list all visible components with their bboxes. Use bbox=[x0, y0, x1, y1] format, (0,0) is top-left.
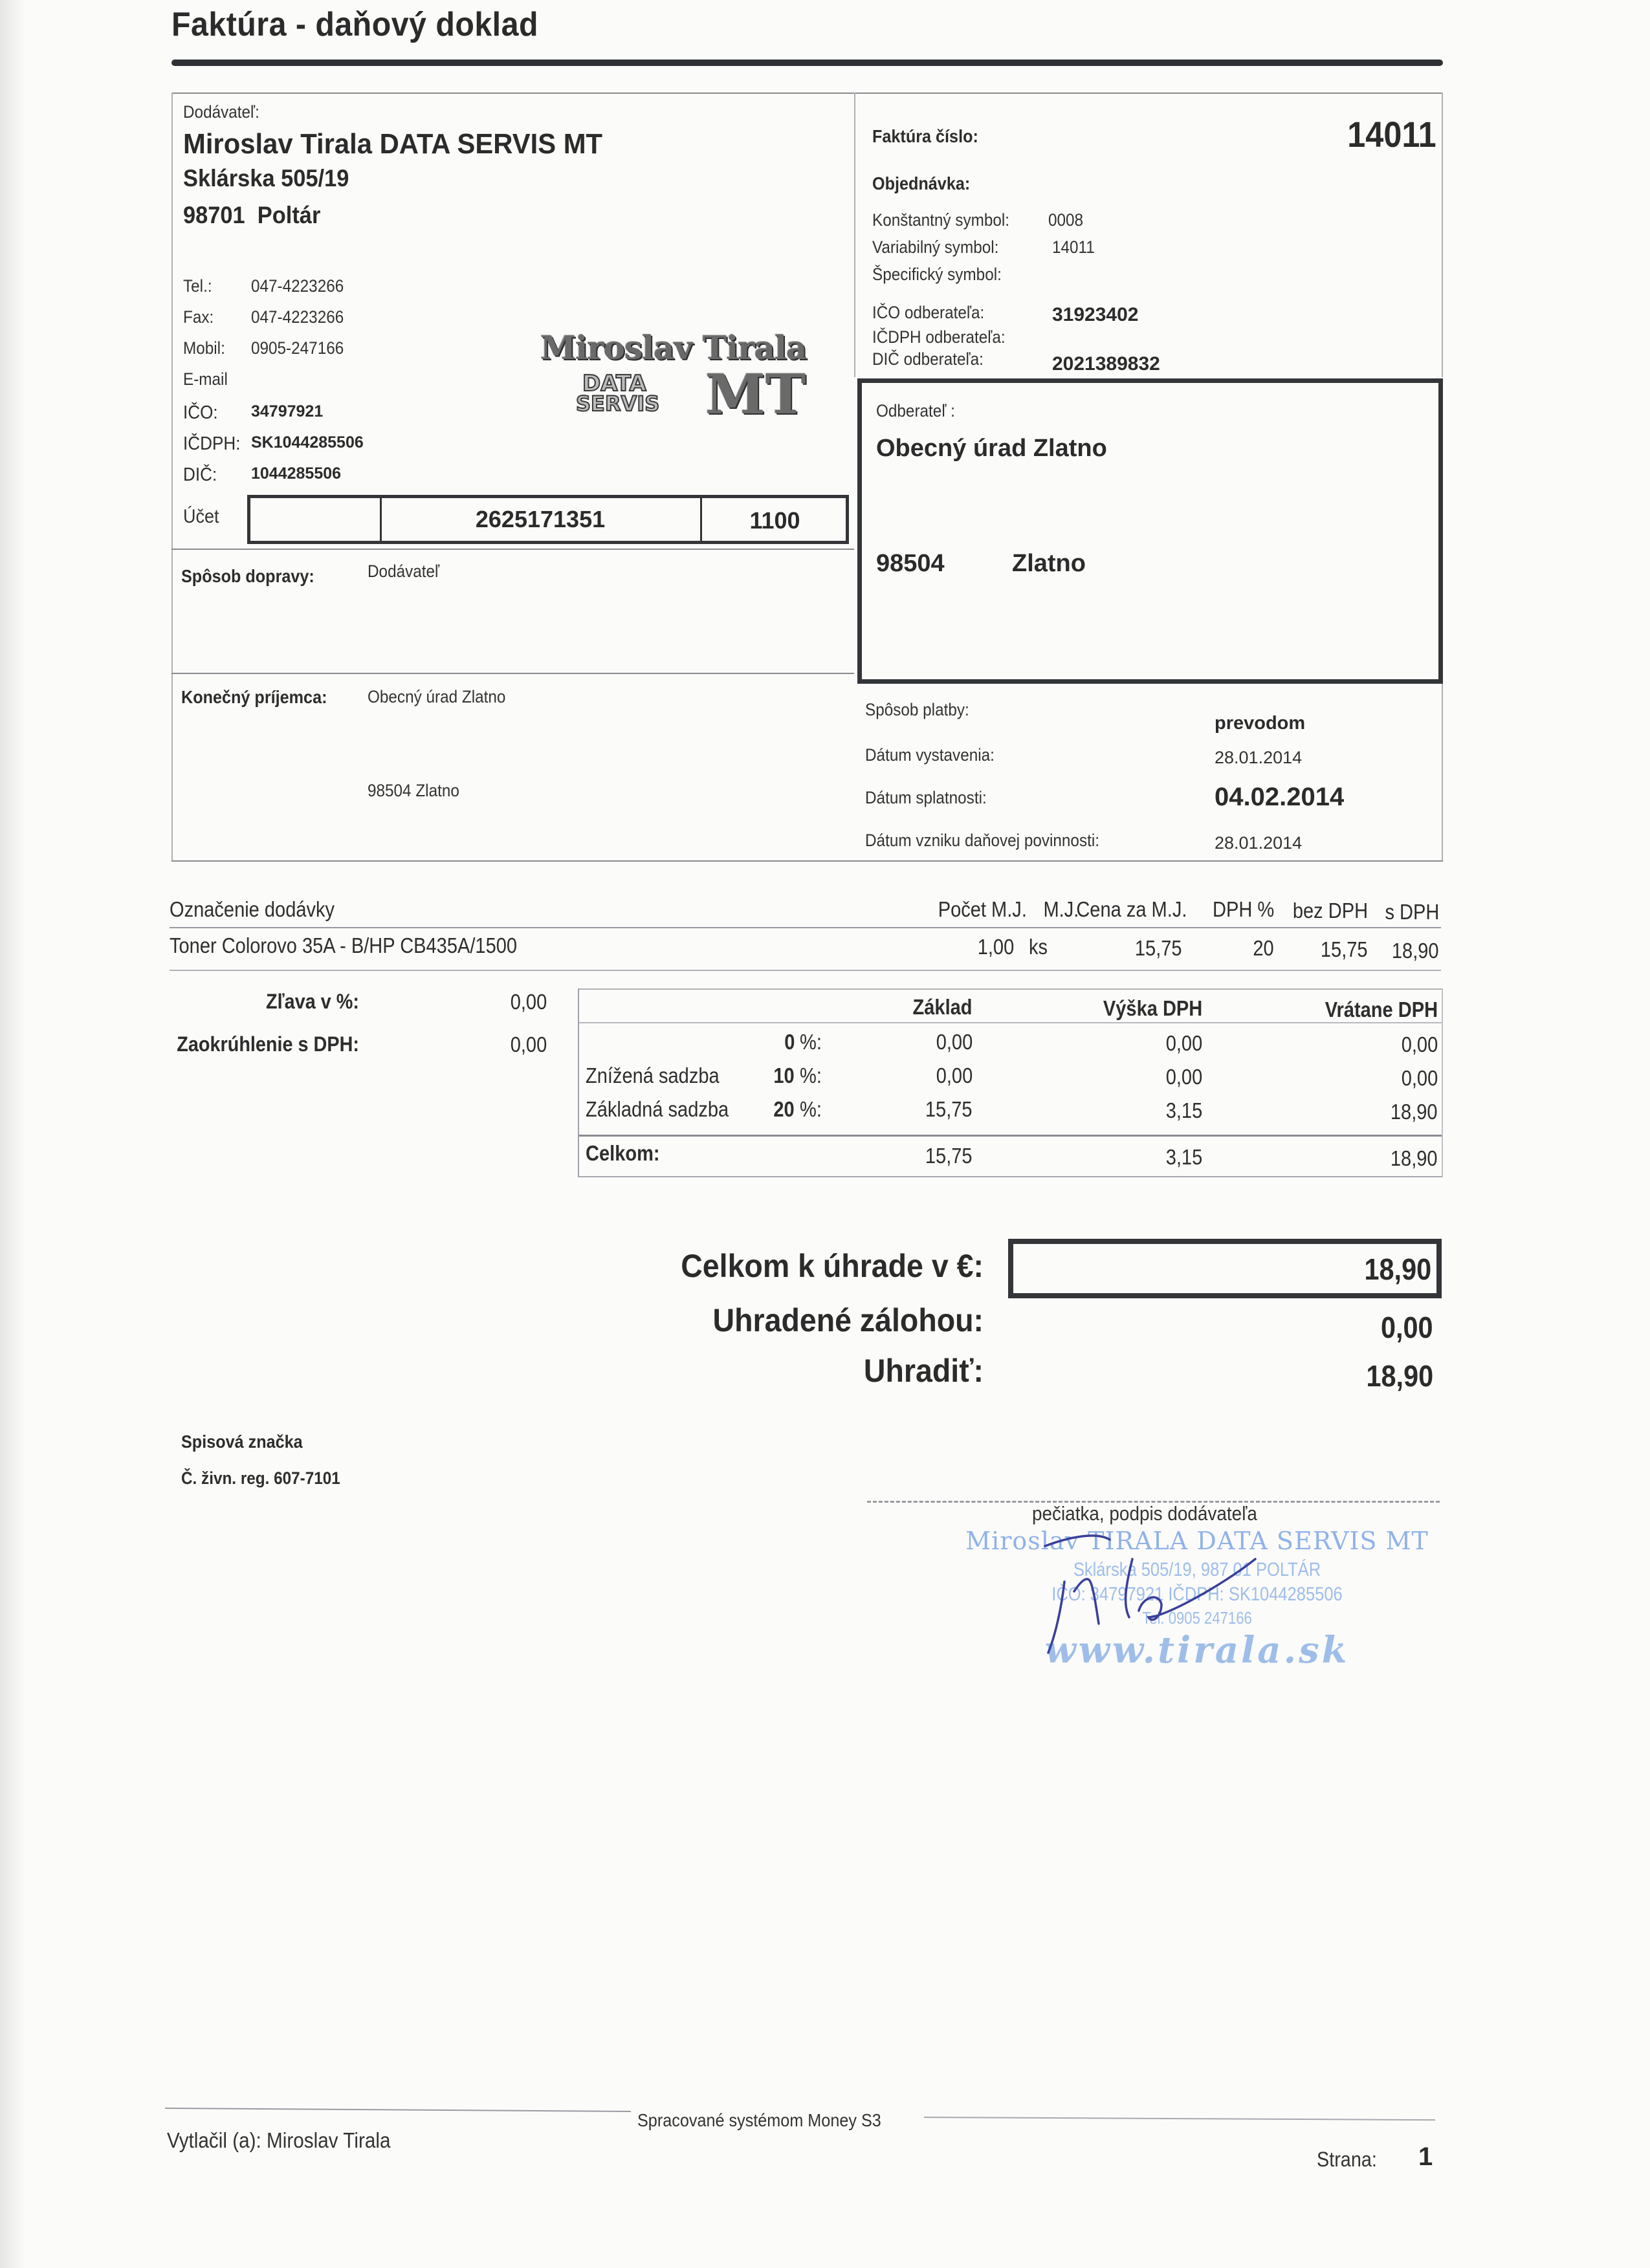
customer-id-value: 2021389832 bbox=[1052, 353, 1160, 375]
issue-date-value: 28.01.2014 bbox=[1215, 748, 1303, 767]
total-due-value: 18,90 bbox=[1364, 1252, 1431, 1286]
vat-rate-name: Základná sadzba bbox=[586, 1097, 729, 1121]
col-header-net: bez DPH bbox=[1292, 899, 1368, 922]
frame-right-line bbox=[1442, 93, 1443, 377]
vat-amount: 3,15 bbox=[1165, 1098, 1202, 1122]
vat-header-divider bbox=[579, 1022, 1442, 1023]
account-box bbox=[247, 495, 849, 544]
contact-value: 0905-247166 bbox=[251, 338, 344, 358]
final-recipient-address: 98504 Zlatno bbox=[368, 781, 459, 800]
vat-rate: 10 bbox=[773, 1063, 795, 1087]
payment-row-issue-date bbox=[865, 740, 1435, 783]
shipping-label: Spôsob dopravy: bbox=[181, 566, 314, 586]
stamp-line-3: IČO: 34797921 IČDPH: SK1044285506 bbox=[1051, 1584, 1343, 1605]
payment-method-value: prevodom bbox=[1215, 713, 1306, 734]
payment-label: Dátum splatnosti: bbox=[865, 788, 987, 807]
col-header-unit: M.J. bbox=[1043, 897, 1079, 921]
handwritten-signature-icon bbox=[951, 1520, 1443, 1675]
items-row-divider bbox=[170, 970, 1441, 971]
table-row bbox=[170, 930, 1441, 967]
amount-to-pay-label: Uhradiť: bbox=[863, 1353, 984, 1389]
adjustments bbox=[171, 990, 547, 1075]
invoice-number-label: Faktúra číslo: bbox=[872, 126, 978, 146]
supplier-street: Sklárska 505/19 bbox=[183, 165, 349, 191]
shipping-value: Dodávateľ bbox=[368, 562, 440, 581]
symbol-value: 0008 bbox=[1048, 210, 1084, 230]
customer-name: Obecný úrad Zlatno bbox=[876, 435, 1107, 462]
stamp-line-2: Sklárska 505/19, 987 01 POLTÁR bbox=[1073, 1559, 1321, 1580]
contact-value: 047-4223266 bbox=[251, 307, 344, 327]
company-stamp bbox=[951, 1520, 1443, 1675]
vat-top-line bbox=[579, 988, 1442, 990]
company-logo bbox=[540, 329, 851, 439]
stamp-website: www.tirala.sk bbox=[1044, 1629, 1350, 1672]
vat-total-divider bbox=[579, 1135, 1442, 1137]
contact-label: Tel.: bbox=[183, 276, 212, 296]
vat-base: 0,00 bbox=[936, 1063, 973, 1087]
id-value: 34797921 bbox=[251, 402, 324, 420]
payment-row-due-date bbox=[865, 783, 1435, 825]
col-header-gross: s DPH bbox=[1385, 900, 1439, 924]
scan-edge-shadow bbox=[0, 0, 26, 2268]
id-label: IČO: bbox=[183, 402, 218, 423]
customer-box bbox=[857, 378, 1443, 684]
vat-pct-sign: %: bbox=[800, 1030, 822, 1054]
supplier-city-line bbox=[183, 202, 320, 229]
vat-total: 0,00 bbox=[1401, 1032, 1438, 1056]
item-unit-price: 15,75 bbox=[1135, 936, 1182, 960]
due-date-value: 04.02.2014 bbox=[1215, 783, 1345, 811]
account-label: Účet bbox=[183, 506, 219, 527]
vat-summary-table bbox=[578, 988, 1443, 1177]
vat-row-20 bbox=[579, 1093, 1442, 1127]
tax-date-value: 28.01.2014 bbox=[1215, 833, 1303, 853]
advance-paid-value: 0,00 bbox=[1381, 1311, 1433, 1344]
stamp-line-4: Tel. 0905 247166 bbox=[1142, 1608, 1252, 1628]
vat-row-0 bbox=[579, 1026, 1442, 1060]
customer-city: Zlatno bbox=[1012, 550, 1086, 577]
advance-paid-label: Uhradené zálohou: bbox=[712, 1302, 984, 1338]
final-recipient-name: Obecný úrad Zlatno bbox=[368, 687, 506, 706]
vat-rate: 0 bbox=[784, 1030, 795, 1054]
contact-label: Mobil: bbox=[183, 338, 225, 358]
id-label: DIČ: bbox=[183, 464, 217, 485]
frame-top-line bbox=[171, 93, 1443, 94]
software-credit: Spracované systémom Money S3 bbox=[637, 2110, 881, 2130]
vat-total-vat: 3,15 bbox=[1165, 1145, 1202, 1169]
footer-line-left bbox=[165, 2108, 631, 2112]
vat-amount: 0,00 bbox=[1165, 1065, 1202, 1089]
customer-zip: 98504 bbox=[876, 550, 945, 577]
vat-total-label: Celkom: bbox=[586, 1141, 660, 1165]
vat-rate: 20 bbox=[773, 1097, 795, 1121]
vat-rate-name: Znížená sadzba bbox=[586, 1063, 720, 1087]
col-header-description: Označenie dodávky bbox=[170, 897, 335, 921]
discount-value: 0,00 bbox=[510, 990, 547, 1014]
item-gross: 18,90 bbox=[1392, 939, 1439, 963]
items-header-divider bbox=[170, 927, 1441, 928]
id-value: 1044285506 bbox=[251, 464, 342, 483]
shipping-divider bbox=[171, 549, 854, 550]
payment-row-method bbox=[865, 700, 1435, 740]
symbol-value: 14011 bbox=[1052, 237, 1095, 257]
customer-id-label: IČDPH odberateľa: bbox=[872, 327, 1006, 347]
vat-pct-sign: %: bbox=[800, 1097, 822, 1121]
logo-name: Miroslav Tirala bbox=[540, 329, 807, 367]
vat-header-row bbox=[579, 992, 1442, 1022]
vat-header-vat: Výška DPH bbox=[1103, 996, 1202, 1020]
signature-label: pečiatka, podpis dodávateľa bbox=[1032, 1502, 1257, 1525]
item-description: Toner Colorovo 35A - B/HP CB435A/1500 bbox=[170, 933, 518, 957]
customer-id-label: DIČ odberateľa: bbox=[872, 349, 984, 369]
item-qty: 1,00 bbox=[977, 935, 1014, 959]
id-value: SK1044285506 bbox=[251, 433, 364, 452]
vat-bottom-line bbox=[579, 1176, 1442, 1177]
total-due-label: Celkom k úhrade v €: bbox=[681, 1248, 984, 1284]
item-net: 15,75 bbox=[1321, 937, 1368, 961]
page-number: 1 bbox=[1418, 2143, 1433, 2171]
rounding-label: Zaokrúhlenie s DPH: bbox=[177, 1032, 359, 1056]
symbol-label: Konštantný symbol: bbox=[872, 210, 1010, 230]
document-title: Faktúra - daňový doklad bbox=[171, 6, 538, 43]
vat-total: 0,00 bbox=[1401, 1066, 1438, 1090]
symbol-label: Špecifický symbol: bbox=[872, 265, 1002, 284]
items-header-row bbox=[170, 896, 1441, 927]
discount-label: Zľava v %: bbox=[266, 990, 359, 1013]
vat-header-base: Základ bbox=[912, 995, 973, 1019]
col-header-unit-price: Cena za M.J. bbox=[1075, 897, 1187, 921]
vat-total: 18,90 bbox=[1391, 1100, 1438, 1124]
items-table bbox=[170, 896, 1441, 974]
vat-total-base: 15,75 bbox=[925, 1144, 973, 1168]
stamp-line-1: Miroslav TIRALA DATA SERVIS MT bbox=[965, 1527, 1429, 1555]
vat-amount: 0,00 bbox=[1165, 1031, 1202, 1055]
vat-base: 15,75 bbox=[925, 1097, 973, 1121]
trade-register-number: Č. živn. reg. 607-7101 bbox=[181, 1468, 340, 1488]
frame-left-line bbox=[171, 93, 173, 860]
contact-label: E-mail bbox=[183, 369, 228, 389]
customer-label: Odberateľ : bbox=[876, 401, 955, 420]
supplier-zip: 98701 bbox=[183, 202, 245, 228]
contact-value: 047-4223266 bbox=[251, 276, 344, 296]
title-rule bbox=[171, 60, 1443, 66]
page-label: Strana: bbox=[1317, 2148, 1377, 2171]
file-reference: Spisová značka bbox=[181, 1432, 303, 1452]
item-vat-pct: 20 bbox=[1253, 936, 1274, 960]
total-due-box bbox=[1008, 1239, 1442, 1298]
symbol-label: Variabilný symbol: bbox=[872, 237, 999, 257]
item-unit: ks bbox=[1028, 935, 1048, 959]
payment-label: Dátum vzniku daňovej povinnosti: bbox=[865, 831, 1099, 850]
payment-row-tax-date bbox=[865, 825, 1435, 864]
col-header-vat-pct: DPH % bbox=[1212, 897, 1274, 921]
vat-header-total: Vrátane DPH bbox=[1325, 998, 1438, 1021]
rounding-value: 0,00 bbox=[510, 1032, 547, 1056]
account-bank-code: 1100 bbox=[749, 507, 800, 534]
account-number: 2625171351 bbox=[475, 506, 606, 532]
supplier-label: Dodávateľ: bbox=[183, 102, 259, 122]
frame-center-divider bbox=[854, 93, 855, 377]
supplier-name: Miroslav Tirala DATA SERVIS MT bbox=[183, 128, 603, 160]
adjustment-row-rounding bbox=[171, 1032, 547, 1075]
vat-total-gross: 18,90 bbox=[1391, 1146, 1438, 1170]
col-header-qty: Počet M.J. bbox=[938, 897, 1027, 921]
printed-by: Vytlačil (a): Miroslav Tirala bbox=[167, 2128, 391, 2152]
vat-pct-sign: %: bbox=[800, 1063, 822, 1087]
invoice-number: 14011 bbox=[1347, 114, 1436, 155]
adjustment-row-discount bbox=[171, 990, 547, 1032]
customer-id-label: IČO odberateľa: bbox=[872, 303, 985, 322]
logo-data: DATA bbox=[582, 371, 646, 397]
payment-label: Dátum vystavenia: bbox=[865, 745, 995, 765]
frame-right-line-lower bbox=[1442, 682, 1443, 860]
final-recipient-label: Konečný príjemca: bbox=[181, 687, 327, 707]
footer-line-right bbox=[924, 2117, 1435, 2121]
contact-label: Fax: bbox=[183, 307, 214, 327]
id-label: IČDPH: bbox=[183, 433, 241, 454]
payment-label: Spôsob platby: bbox=[865, 700, 969, 719]
vat-row-10 bbox=[579, 1060, 1442, 1093]
logo-mt: MT bbox=[705, 362, 806, 426]
recipient-divider bbox=[171, 673, 854, 674]
vat-total-row bbox=[579, 1137, 1442, 1173]
supplier-city: Poltár bbox=[257, 202, 321, 228]
vat-base: 0,00 bbox=[936, 1030, 973, 1054]
customer-id-value: 31923402 bbox=[1052, 304, 1139, 325]
payment-info bbox=[865, 700, 1435, 864]
amount-to-pay-value: 18,90 bbox=[1366, 1359, 1433, 1393]
logo-servis: SERVIS bbox=[576, 391, 660, 416]
order-label: Objednávka: bbox=[872, 173, 971, 193]
